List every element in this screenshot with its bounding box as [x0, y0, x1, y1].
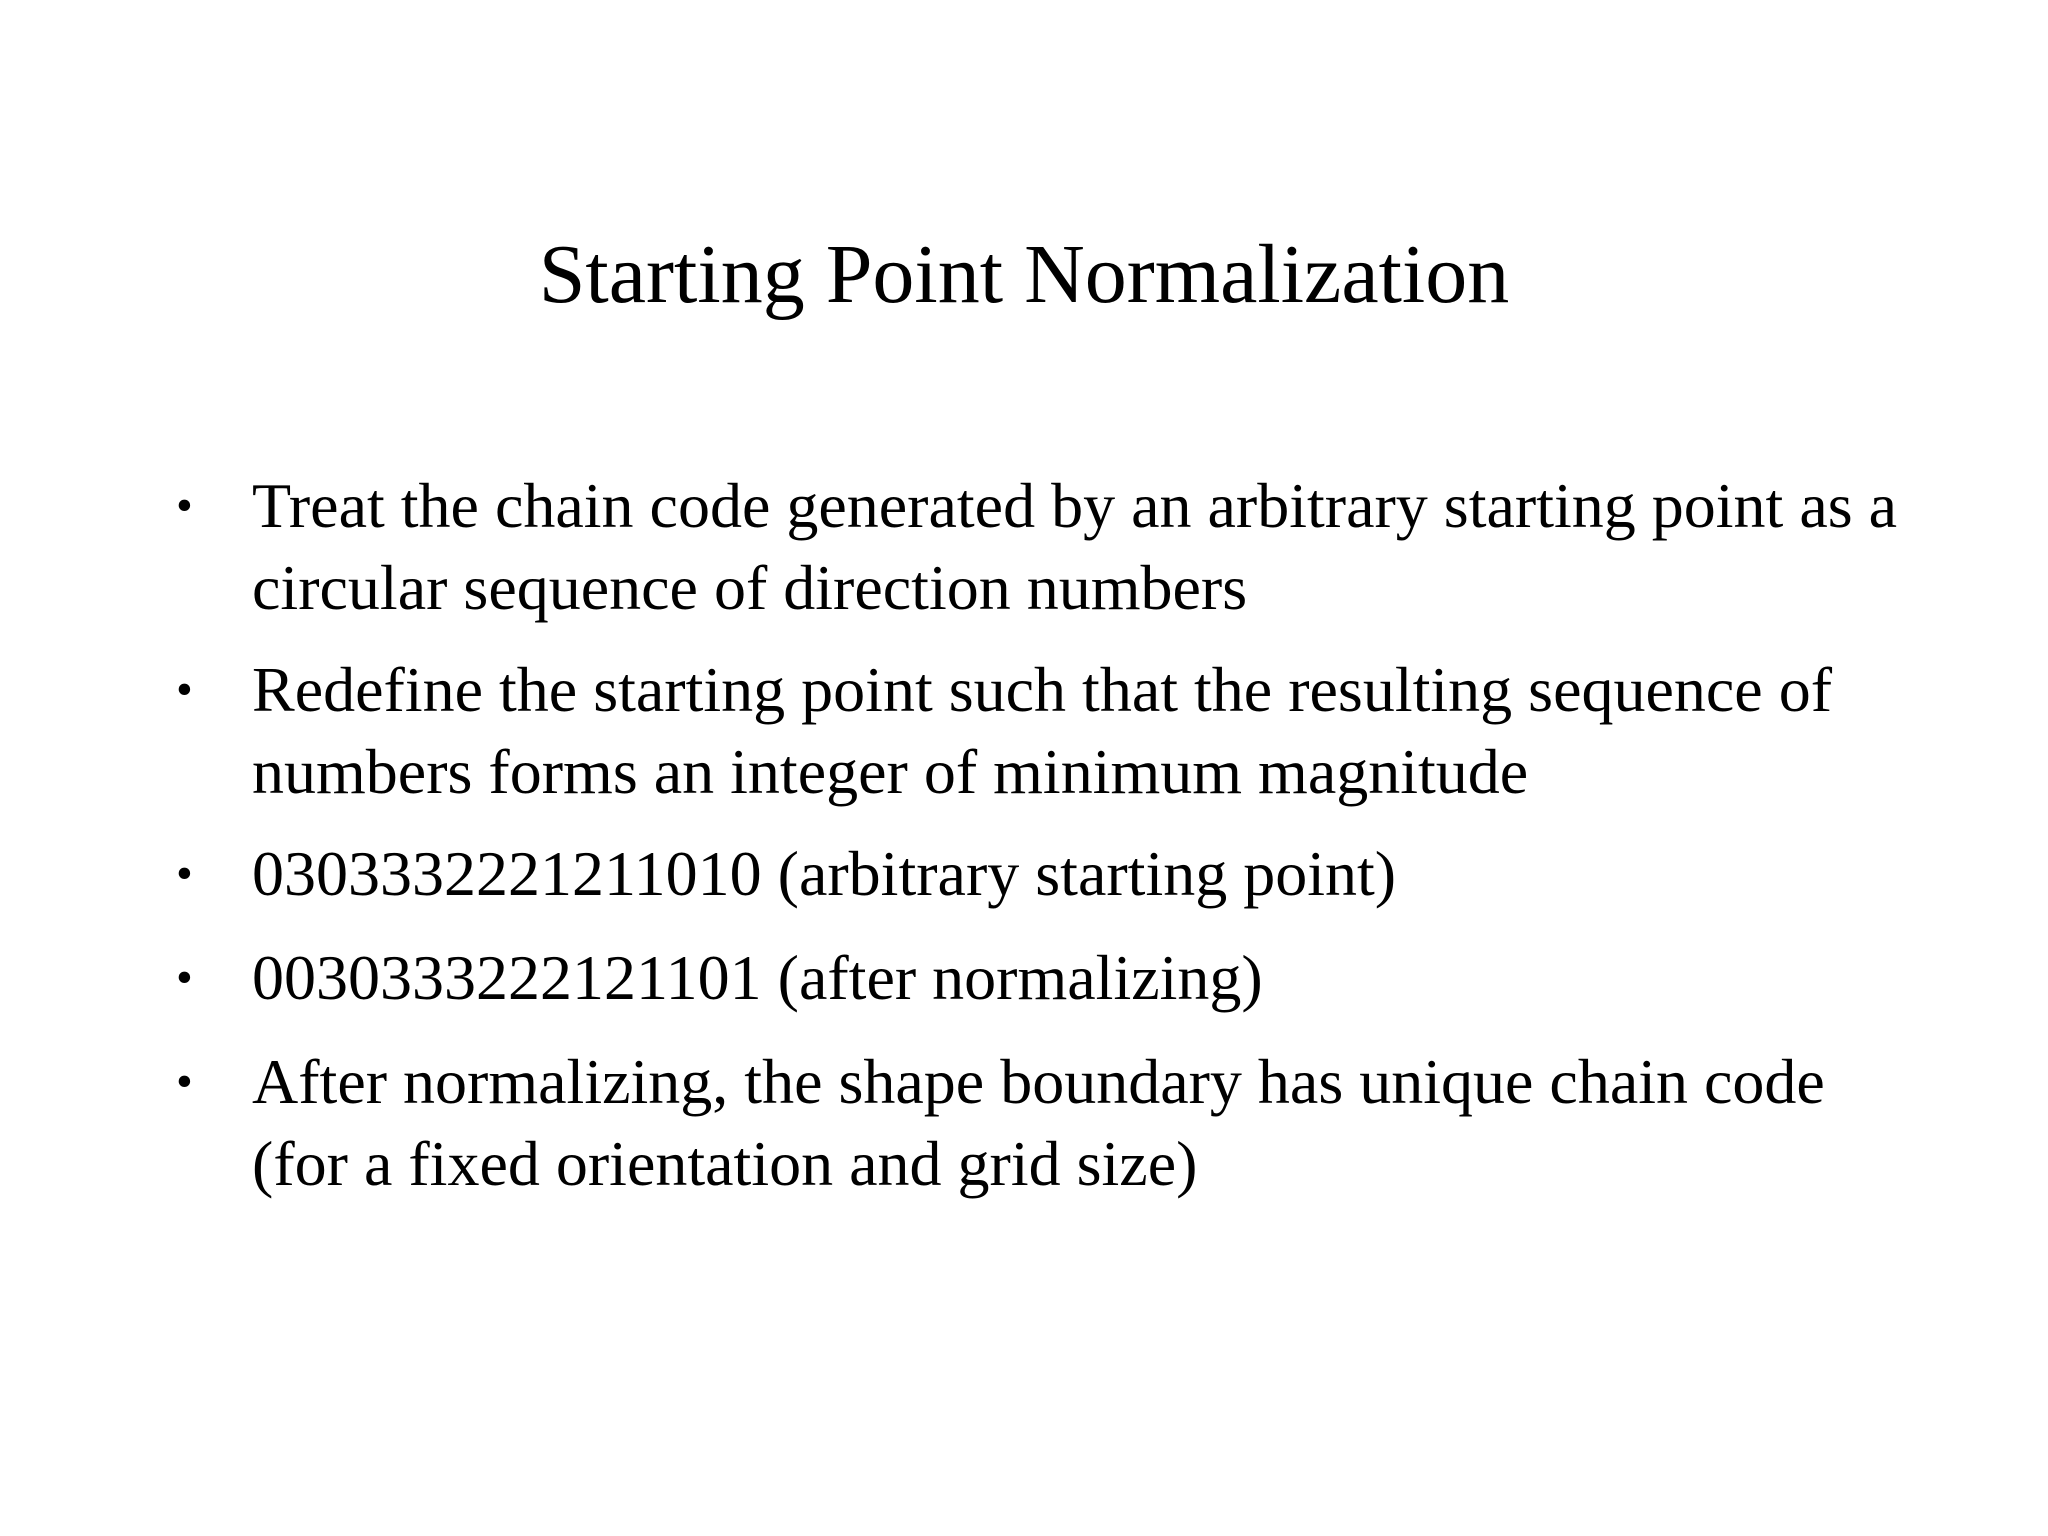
bullet-list: [172, 465, 1912, 1225]
bullet-dot-icon: •: [176, 847, 193, 900]
bullet-item: [172, 833, 1912, 915]
bullet-text: 0303332221211010 (arbitrary starting point): [252, 838, 1397, 909]
bullet-item: [172, 649, 1912, 813]
slide-title: Starting Point Normalization: [538, 228, 1510, 321]
bullet-item: [172, 937, 1912, 1019]
bullet-dot-icon: •: [176, 663, 193, 716]
bullet-item: [172, 465, 1912, 629]
bullet-dot-icon: •: [176, 479, 193, 532]
bullet-text: Treat the chain code generated by an arbitrary starting point as a circular sequence of direction numbers: [252, 470, 1898, 623]
bullet-item: [172, 1041, 1912, 1205]
bullet-dot-icon: •: [176, 1055, 193, 1108]
bullet-text: Redefine the starting point such that the resulting sequence of numbers forms an integer of minimum magnitude: [252, 654, 1832, 807]
bullet-text: 0030333222121101 (after normalizing): [252, 942, 1263, 1013]
bullet-dot-icon: •: [176, 951, 193, 1004]
bullet-text: After normalizing, the shape boundary has unique chain code (for a fixed orientation and grid size): [252, 1046, 1825, 1199]
